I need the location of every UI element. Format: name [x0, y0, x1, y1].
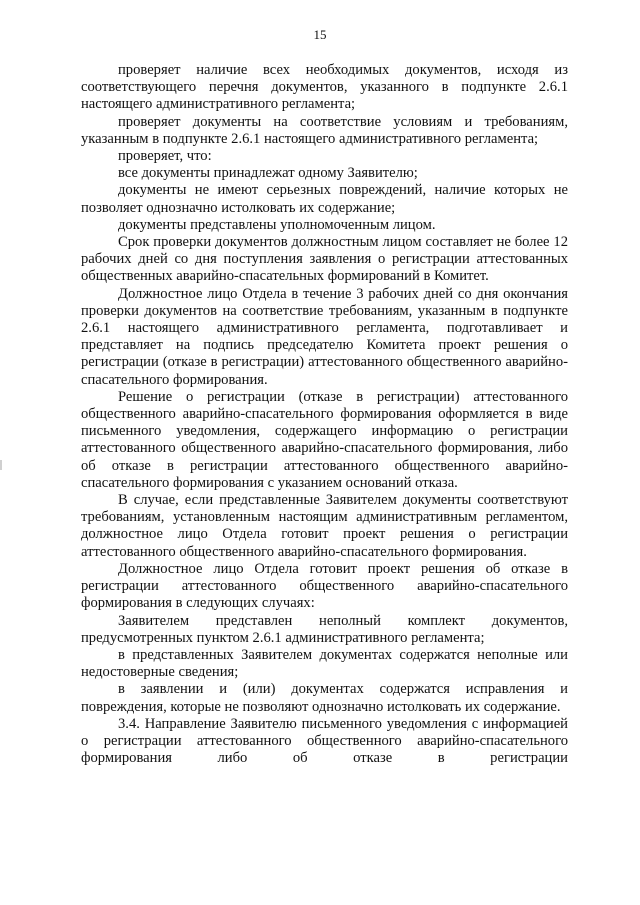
paragraph: в заявлении и (или) документах содержатся исправления и повреждения, которые не позволяют однозначно истолковать их содержание.	[81, 681, 568, 715]
paragraph: проверяет, что:	[118, 148, 212, 165]
paragraph: документы представлены уполномоченным лицом.	[118, 216, 436, 233]
document-body	[81, 62, 568, 767]
paragraph: все документы принадлежат одному Заявителю;	[118, 165, 418, 182]
paragraph: Должностное лицо Отдела в течение 3 рабочих дней со дня окончания проверки документов на соответствие требованиям, указанным в подпункте 2.6.1 настоящего административного регламента, подготавливает и представляет на подпись председателю Комитета проект решения о регистрации (отказе в регистрации) аттестованного общественного аварийно-спасательного формирования.	[81, 285, 568, 388]
paragraph: 3.4. Направление Заявителю письменного уведомления с информацией о регистрации аттестованного общественного аварийно-спасательного формирования либо об отказе в регистрации	[81, 715, 568, 767]
paragraph: проверяет наличие всех необходимых документов, исходя из соответствующего перечня документов, указанного в подпункте 2.6.1 настоящего административного регламента;	[81, 62, 568, 113]
paragraph: Решение о регистрации (отказе в регистрации) аттестованного общественного аварийно-спасательного формирования оформляется в виде письменного уведомления, содержащего информацию о регистрации аттестованного общественного аварийно-спасательного формирования, либо об отказе в регистрации аттестованного общественного аварийно-спасательного формирования с указанием оснований отказа.	[81, 388, 568, 491]
paragraph: В случае, если представленные Заявителем документы соответствуют требованиям, установленным настоящим административным регламентом, должностное лицо Отдела готовит проект решения о регистрации аттестованного общественного аварийно-спасательного формирования.	[81, 492, 568, 560]
paragraph: Срок проверки документов должностным лицом составляет не более 12 рабочих дней со дня поступления заявления о регистрации аттестованных общественных аварийно-спасательных формирований в Комитет.	[81, 234, 568, 285]
paragraph: Заявителем представлен неполный комплект документов, предусмотренных пунктом 2.6.1 административного регламента;	[81, 612, 568, 646]
paragraph: Должностное лицо Отдела готовит проект решения об отказе в регистрации аттестованного общественного аварийно-спасательного формирования в следующих случаях:	[81, 560, 568, 612]
page-number: 15	[313, 27, 327, 42]
paragraph: в представленных Заявителем документах содержатся неполные или недостоверные сведения;	[81, 646, 568, 681]
paragraph: документы не имеют серьезных повреждений, наличие которых не позволяет однозначно истолковать их содержание;	[81, 182, 568, 216]
margin-mark	[0, 460, 2, 470]
paragraph: проверяет документы на соответствие условиям и требованиям, указанным в подпункте 2.6.1 настоящего административного регламента;	[81, 113, 568, 147]
